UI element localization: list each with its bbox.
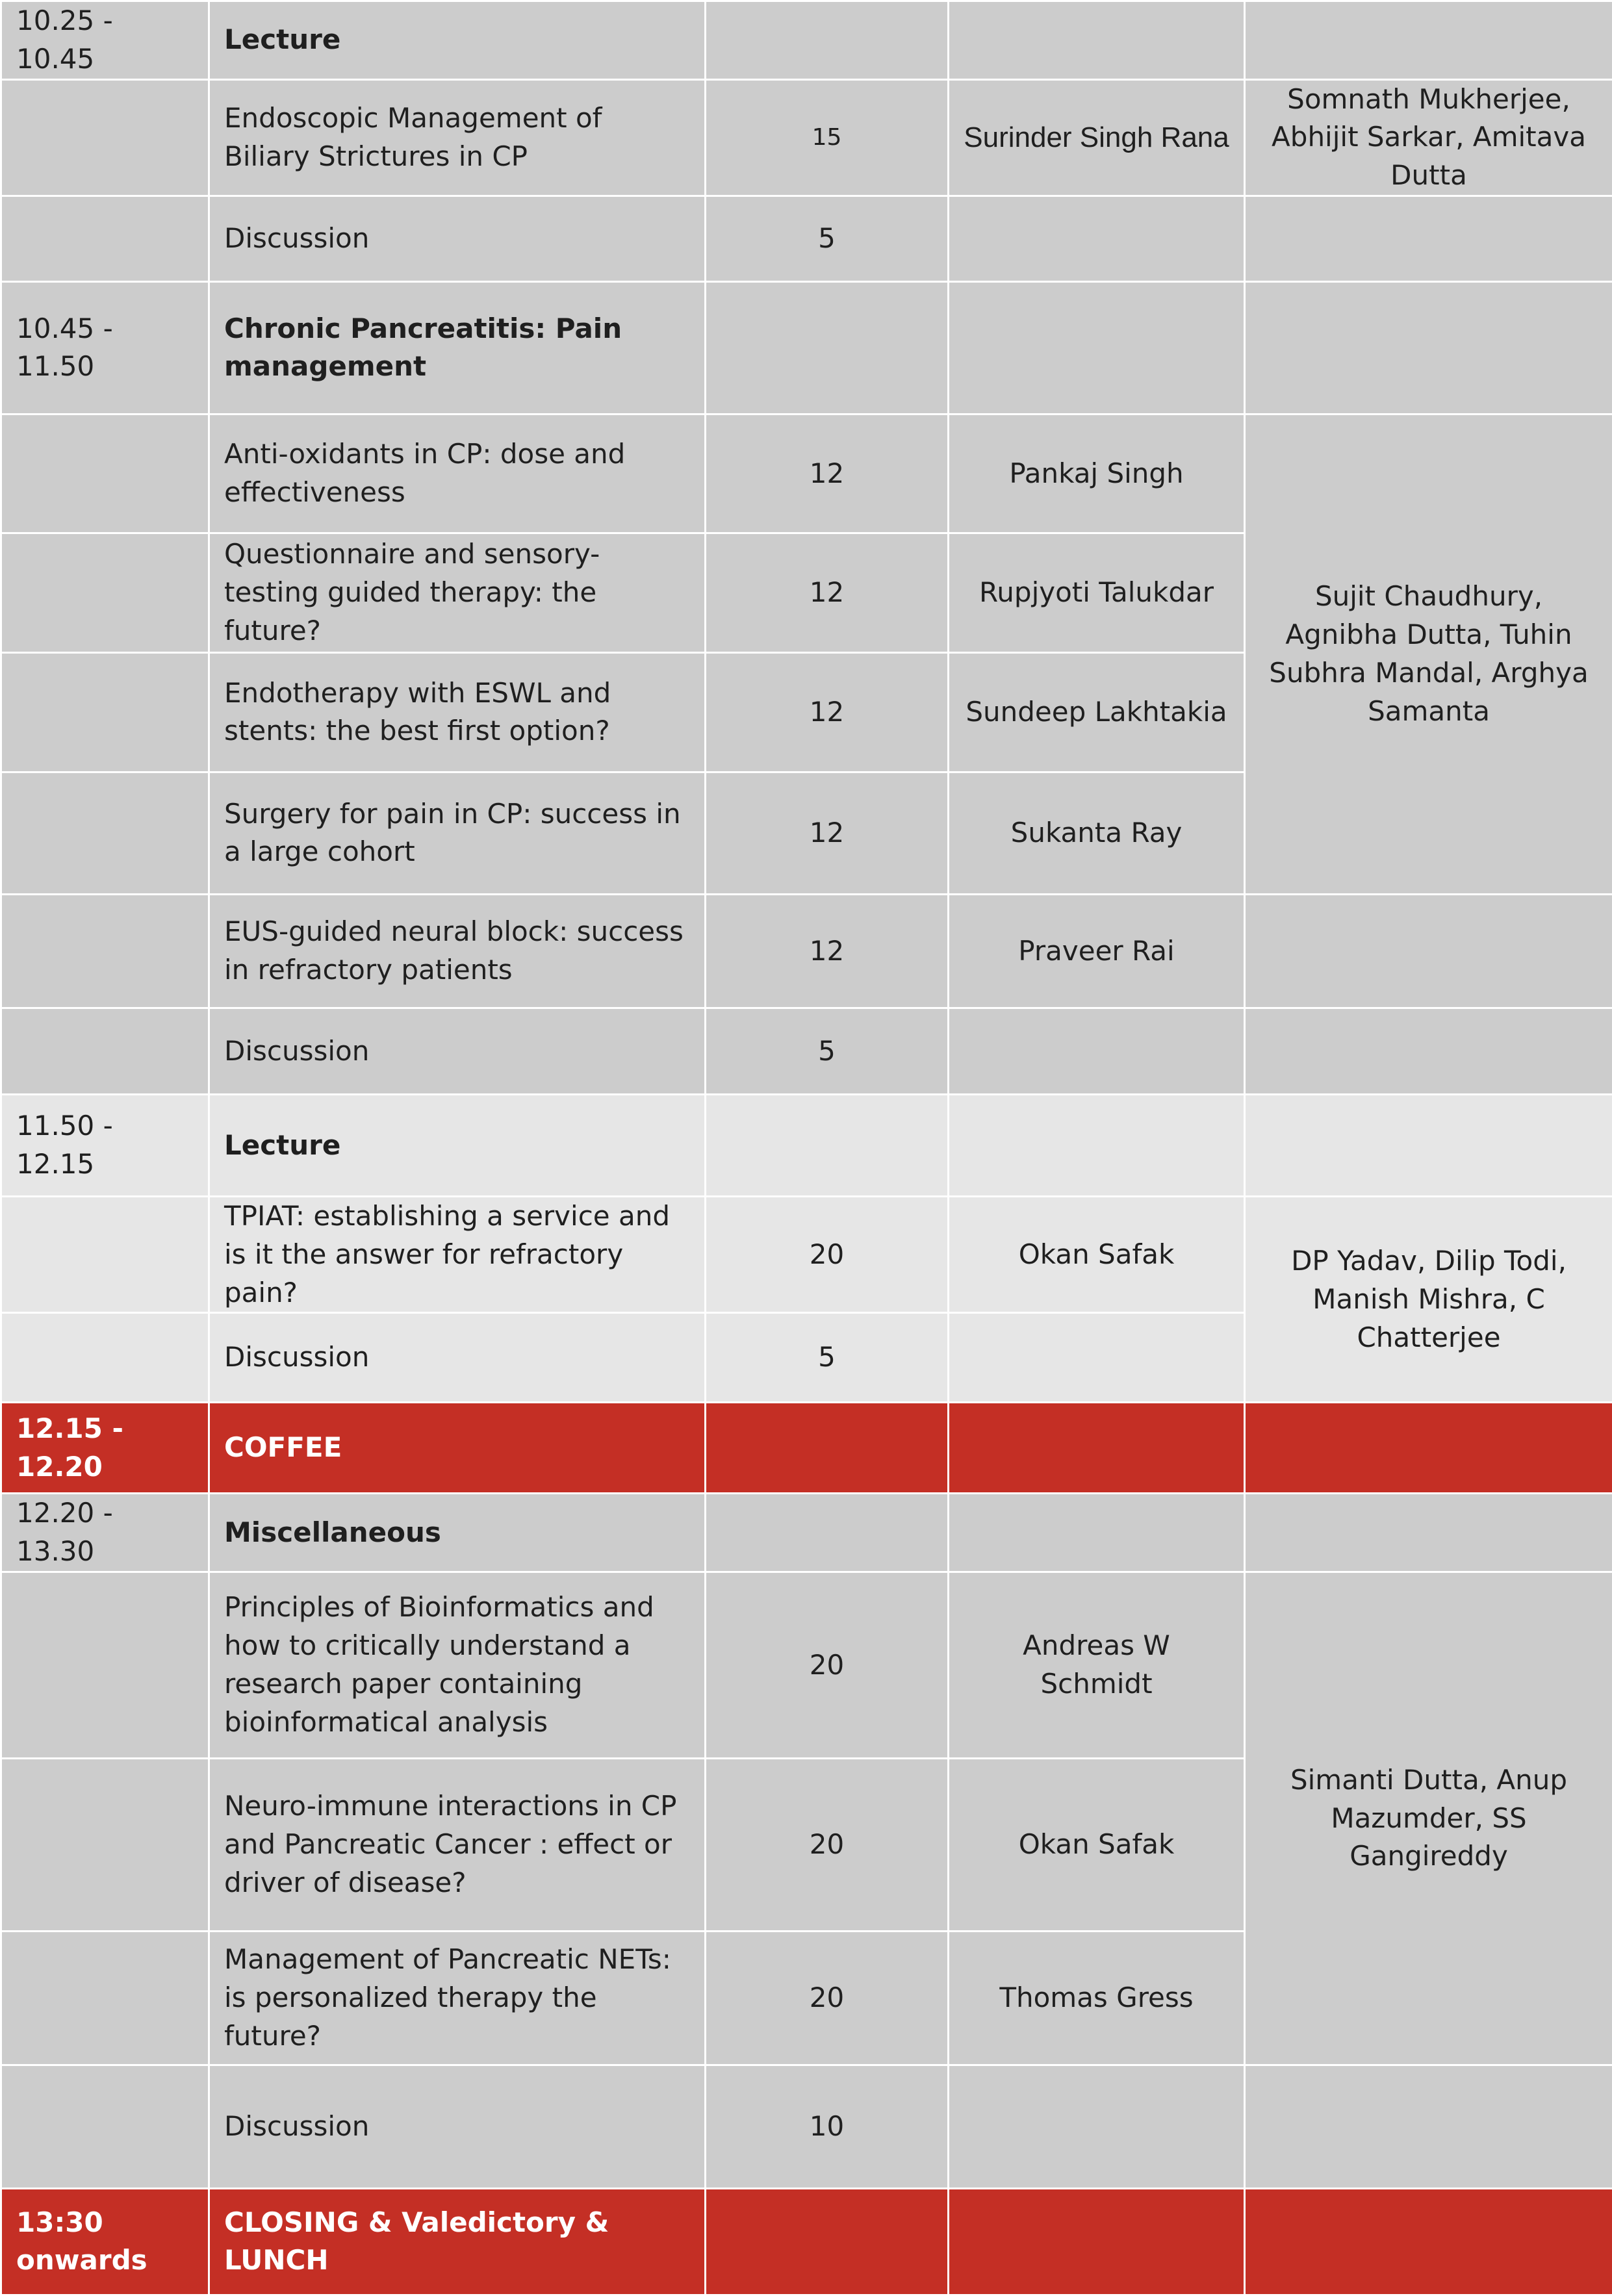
talk-duration: 20 [706, 1196, 949, 1312]
talk-title: Management of Pancreatic NETs: is personalized therapy the future? [209, 1931, 706, 2065]
duration-cell [706, 1094, 949, 1196]
duration-cell [706, 1494, 949, 1572]
discussion-row [1, 1008, 1612, 1094]
talk-duration: 15 [706, 79, 949, 196]
talk-speaker: Sundeep Lakhtakia [949, 652, 1245, 772]
time-cell [1, 533, 209, 652]
talk-duration: 5 [706, 196, 949, 281]
break-title: COFFEE [209, 1403, 706, 1494]
discussion-row [1, 196, 1612, 281]
talk-row [1, 1196, 1612, 1312]
speaker-cell [949, 1094, 1245, 1196]
talk-duration: 20 [706, 1758, 949, 1931]
talk-row [1, 1572, 1612, 1758]
session-time: 11.50 - 12.15 [1, 1094, 209, 1196]
time-cell [1, 1196, 209, 1312]
moderators-cell [1245, 1494, 1612, 1572]
discussion-row [1, 2065, 1612, 2188]
talk-speaker: Thomas Gress [949, 1931, 1245, 2065]
session-title: Miscellaneous [209, 1494, 706, 1572]
duration-cell [706, 2188, 949, 2295]
talk-duration: 12 [706, 772, 949, 894]
break-title: CLOSING & Valedictory & LUNCH [209, 2188, 706, 2295]
moderators-cell [1245, 1, 1612, 80]
coffee-break-row [1, 1403, 1612, 1494]
session-header-row [1, 281, 1612, 414]
session-title: Chronic Pancreatitis: Pain management [209, 281, 706, 414]
talk-duration: 20 [706, 1572, 949, 1758]
session-header-row [1, 1094, 1612, 1196]
moderators-cell [1245, 2065, 1612, 2188]
talk-speaker: Surinder Singh Rana [949, 79, 1245, 196]
talk-title: Endoscopic Management of Biliary Strictures in CP [209, 79, 706, 196]
session-title: Lecture [209, 1094, 706, 1196]
speaker-cell [949, 1313, 1245, 1403]
talk-title: EUS-guided neural block: success in refractory patients [209, 894, 706, 1008]
closing-row [1, 2188, 1612, 2295]
speaker-cell [949, 281, 1245, 414]
session-time: 10.45 - 11.50 [1, 281, 209, 414]
moderators-cell [1245, 1403, 1612, 1494]
speaker-cell [949, 1, 1245, 80]
moderators-cell [1245, 196, 1612, 281]
time-cell [1, 414, 209, 533]
time-cell [1, 2065, 209, 2188]
talk-title: Principles of Bioinformatics and how to critically understand a research paper containing bioinformatical analysis [209, 1572, 706, 1758]
talk-row [1, 894, 1612, 1008]
moderators: Sujit Chaudhury, Agnibha Dutta, Tuhin Subhra Mandal, Arghya Samanta [1245, 414, 1612, 894]
talk-title: TPIAT: establishing a service and is it the answer for refractory pain? [209, 1196, 706, 1312]
break-time: 12.15 - 12.20 [1, 1403, 209, 1494]
talk-duration: 12 [706, 414, 949, 533]
moderators-cell [1245, 281, 1612, 414]
talk-duration: 20 [706, 1931, 949, 2065]
talk-speaker: Andreas W Schmidt [949, 1572, 1245, 1758]
time-cell [1, 1758, 209, 1931]
talk-title: Endotherapy with ESWL and stents: the best first option? [209, 652, 706, 772]
time-cell [1, 652, 209, 772]
talk-title: Discussion [209, 1313, 706, 1403]
talk-duration: 5 [706, 1313, 949, 1403]
moderators: Simanti Dutta, Anup Mazumder, SS Gangireddy [1245, 1572, 1612, 2065]
talk-speaker: Praveer Rai [949, 894, 1245, 1008]
speaker-cell [949, 1008, 1245, 1094]
talk-speaker: Okan Safak [949, 1196, 1245, 1312]
talk-duration: 12 [706, 894, 949, 1008]
talk-row [1, 79, 1612, 196]
session-time: 12.20 - 13.30 [1, 1494, 209, 1572]
talk-title: Discussion [209, 1008, 706, 1094]
time-cell [1, 1008, 209, 1094]
moderators: Somnath Mukherjee, Abhijit Sarkar, Amitava Dutta [1245, 79, 1612, 196]
time-cell [1, 1313, 209, 1403]
talk-title: Questionnaire and sensory-testing guided therapy: the future? [209, 533, 706, 652]
session-header-row [1, 1, 1612, 80]
speaker-cell [949, 2188, 1245, 2295]
speaker-cell [949, 1494, 1245, 1572]
talk-title: Discussion [209, 2065, 706, 2188]
time-cell [1, 894, 209, 1008]
talk-duration: 10 [706, 2065, 949, 2188]
time-cell [1, 772, 209, 894]
talk-speaker: Sukanta Ray [949, 772, 1245, 894]
moderators-cell [1245, 1008, 1612, 1094]
talk-speaker: Okan Safak [949, 1758, 1245, 1931]
duration-cell [706, 1403, 949, 1494]
talk-speaker: Pankaj Singh [949, 414, 1245, 533]
moderators: DP Yadav, Dilip Todi, Manish Mishra, C Chatterjee [1245, 1196, 1612, 1402]
moderators-cell [1245, 2188, 1612, 2295]
duration-cell [706, 1, 949, 80]
moderators-cell [1245, 894, 1612, 1008]
speaker-cell [949, 196, 1245, 281]
duration-cell [706, 281, 949, 414]
moderators-cell [1245, 1094, 1612, 1196]
time-cell [1, 79, 209, 196]
session-title: Lecture [209, 1, 706, 80]
talk-title: Neuro-immune interactions in CP and Pancreatic Cancer : effect or driver of disease? [209, 1758, 706, 1931]
talk-row [1, 414, 1612, 533]
talk-title: Anti-oxidants in CP: dose and effectiveness [209, 414, 706, 533]
talk-title: Surgery for pain in CP: success in a large cohort [209, 772, 706, 894]
talk-duration: 12 [706, 533, 949, 652]
speaker-cell [949, 2065, 1245, 2188]
session-time: 10.25 - 10.45 [1, 1, 209, 80]
time-cell [1, 1931, 209, 2065]
break-time: 13:30 onwards [1, 2188, 209, 2295]
talk-title: Discussion [209, 196, 706, 281]
session-header-row [1, 1494, 1612, 1572]
speaker-cell [949, 1403, 1245, 1494]
talk-duration: 12 [706, 652, 949, 772]
time-cell [1, 1572, 209, 1758]
time-cell [1, 196, 209, 281]
talk-speaker: Rupjyoti Talukdar [949, 533, 1245, 652]
talk-duration: 5 [706, 1008, 949, 1094]
